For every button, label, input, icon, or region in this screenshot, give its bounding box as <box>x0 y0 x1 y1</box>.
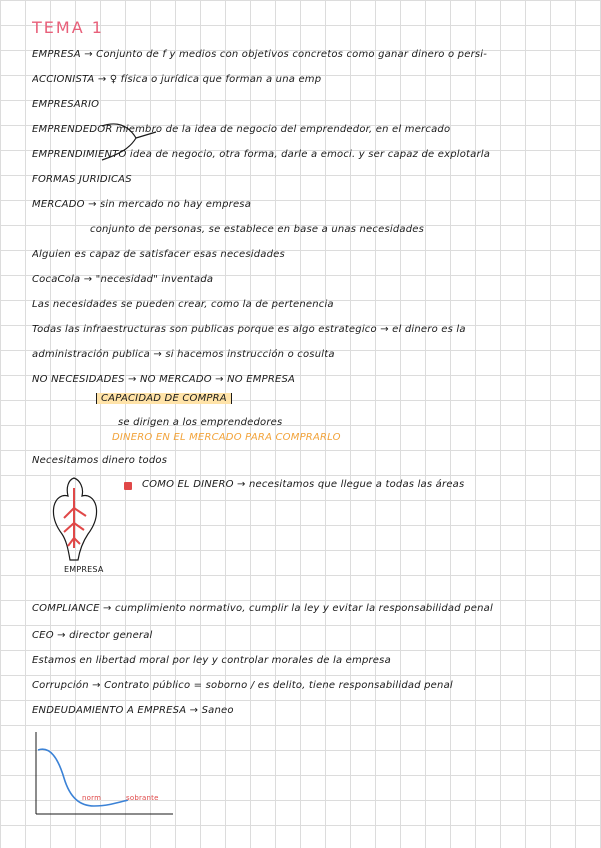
note-line-no-necesidades: NO NECESIDADES → NO MERCADO → NO EMPRESA <box>32 374 296 385</box>
note-line-cocacola: CocaCola → "necesidad" inventada <box>32 274 214 285</box>
note-line-capacidad <box>96 393 581 404</box>
note-line-compliance: COMPLIANCE → cumplimiento normativo, cumplir la ley y evitar la responsabilidad penal <box>32 603 493 614</box>
hand-drawing-icon <box>44 468 104 568</box>
note-line-emprendedor: EMPRENDEDOR miembro de la idea de negocio del emprendedor, en el mercado <box>32 124 451 135</box>
capacidad-highlight: CAPACIDAD DE COMPRA <box>96 393 232 404</box>
chart-label-sobrante: sobrante <box>126 794 159 802</box>
empresa-caption: EMPRESA <box>64 565 104 574</box>
note-line-formas-juridicas: FORMAS JURIDICAS <box>32 174 132 185</box>
note-line-libertad: Estamos en libertad moral por ley y controlar morales de la empresa <box>32 655 391 666</box>
branch-arrow-icon <box>100 118 160 168</box>
note-line-endeudamiento: ENDEUDAMIENTO A EMPRESA → Saneo <box>32 705 234 716</box>
note-line-corrupcion: Corrupción → Contrato público = soborno / es delito, tiene responsabilidad penal <box>32 680 453 691</box>
note-line-infraestructuras: Todas las infraestructuras son publicas porque es algo estrategico → el dinero es la <box>32 324 466 335</box>
bullet-dot <box>124 482 132 490</box>
note-line-empresario: EMPRESARIO <box>32 99 100 110</box>
note-line-conjunto: conjunto de personas, se establece en base a unas necesidades <box>90 224 425 235</box>
sketch-chart <box>28 728 178 820</box>
note-line-dinero-areas: COMO EL DINERO → necesitamos que llegue a todas las áreas <box>142 479 465 490</box>
note-line-mercado: MERCADO → sin mercado no hay empresa <box>32 199 252 210</box>
note-line-ceo: CEO → director general <box>32 630 153 641</box>
note-line-necesidades: Las necesidades se pueden crear, como la de pertenencia <box>32 299 334 310</box>
note-line-emprendimiento: EMPRENDIMIENTO idea de negocio, otra forma, darle a emoci. y ser capaz de explotarla <box>32 149 491 160</box>
note-line-necesitamos: Necesitamos dinero todos <box>32 455 168 466</box>
note-line-administracion: administración publica → si hacemos instrucción o cosulta <box>32 349 335 360</box>
note-line-accionista: ACCIONISTA → ♀ física o jurídica que forman a una emp <box>32 74 322 85</box>
chart-label-norm: norm <box>82 794 102 802</box>
note-line-dinero-mercado: DINERO EN EL MERCADO PARA COMPRARLO <box>112 432 341 443</box>
note-line-alguien: Alguien es capaz de satisfacer esas necesidades <box>32 249 285 260</box>
note-line-dirigen: se dirigen a los emprendedores <box>118 417 283 428</box>
note-line-empresa: EMPRESA → Conjunto de f y medios con objetivos concretos como ganar dinero o persi- <box>32 49 488 60</box>
page-title: TEMA 1 <box>32 18 104 37</box>
